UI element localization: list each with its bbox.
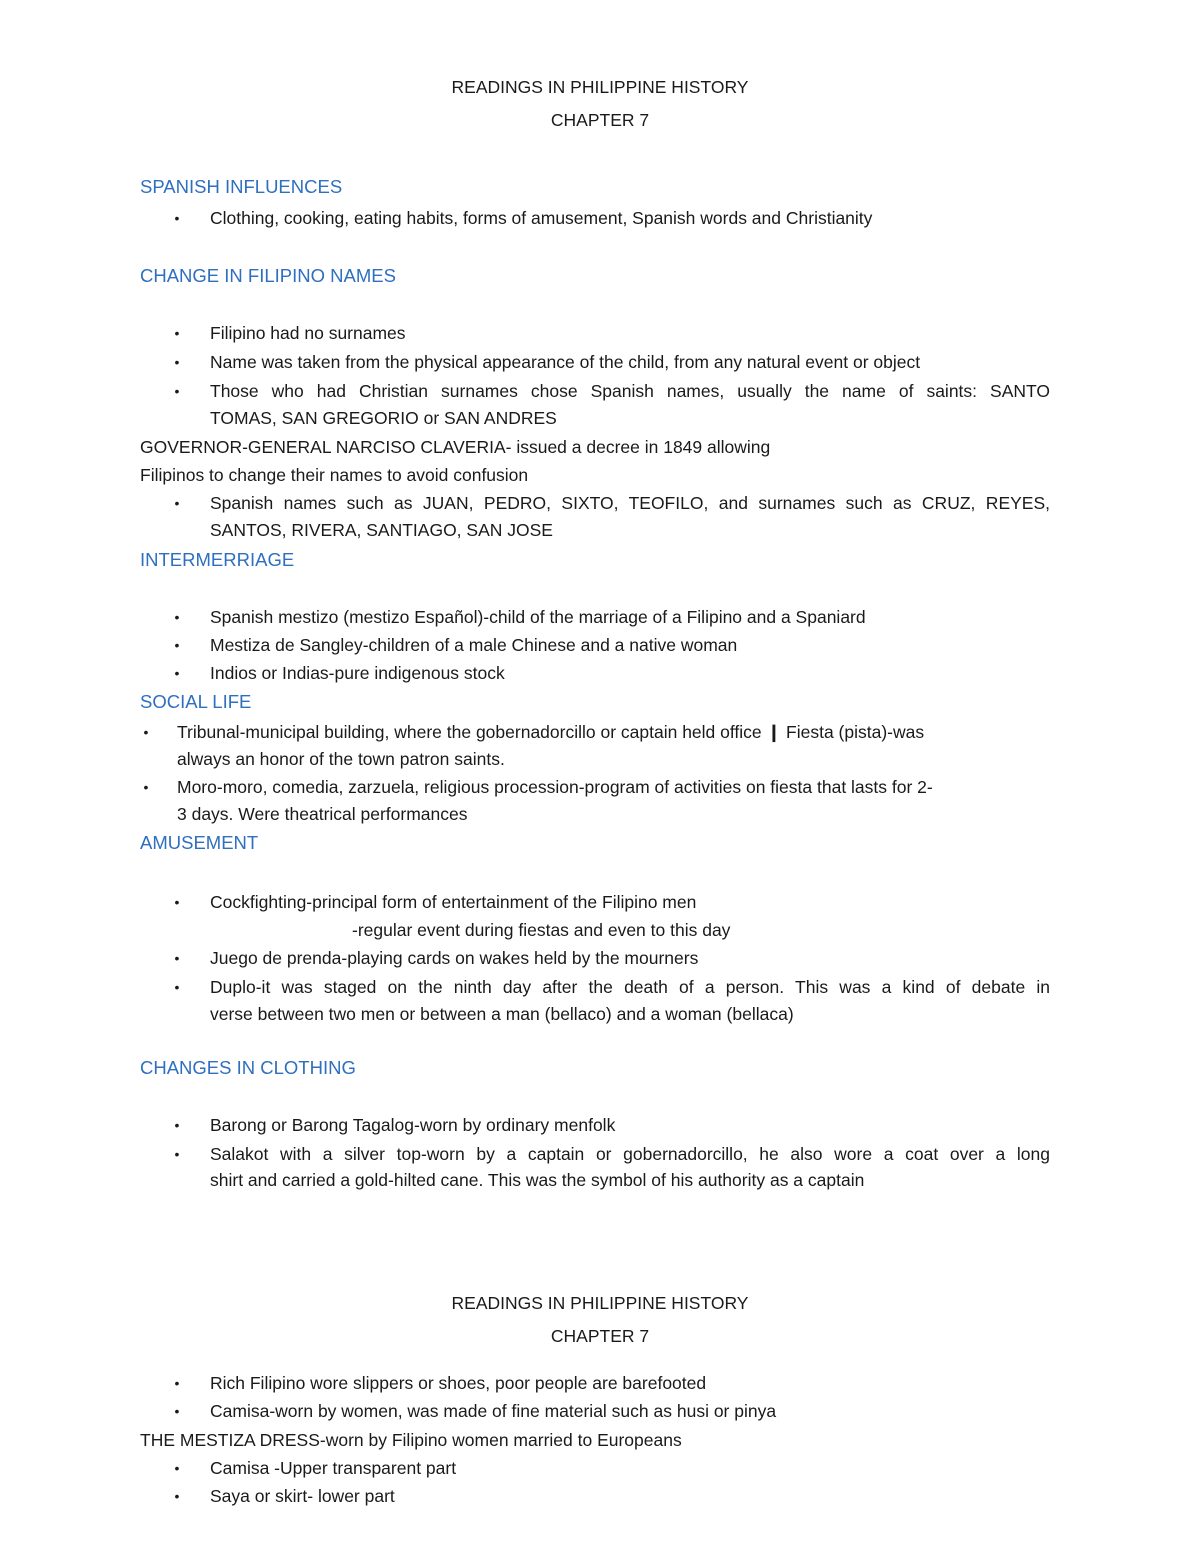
bullet-icon: • [174, 1488, 180, 1504]
bullet-icon: • [174, 325, 180, 341]
list-item: Barong or Barong Tagalog-worn by ordinary menfolk [210, 1115, 616, 1135]
bullet-icon: • [174, 1403, 180, 1419]
bullet-icon: • [174, 637, 180, 653]
list-item: Tribunal-municipal building, where the gobernadorcillo or captain held office ❙ Fiesta (pista)-was [177, 722, 925, 742]
list-item: Moro-moro, comedia, zarzuela, religious procession-program of activities on fiesta that lasts for 2- [177, 777, 933, 797]
bullet-icon: • [174, 210, 180, 226]
list-item-continuation: always an honor of the town patron saints. [177, 749, 505, 769]
chapter-label-2: CHAPTER 7 [550, 1326, 650, 1346]
bullet-icon: • [174, 665, 180, 681]
bullet-icon: • [174, 894, 180, 910]
mestiza-dress-text: THE MESTIZA DRESS-worn by Filipino women married to Europeans [140, 1430, 682, 1450]
section-heading-filipino-names: CHANGE IN FILIPINO NAMES [140, 265, 396, 286]
list-item-continuation: -regular event during fiestas and even to this day [352, 920, 731, 940]
section-heading-social-life: SOCIAL LIFE [140, 691, 252, 712]
list-item: Juego de prenda-playing cards on wakes held by the mourners [210, 948, 699, 968]
bullet-icon: • [174, 1117, 180, 1133]
list-item-continuation: TOMAS, SAN GREGORIO or SAN ANDRES [210, 408, 557, 428]
list-item-continuation: verse between two men or between a man (bellaco) and a woman (bellaca) [210, 1004, 794, 1024]
bullet-icon: • [174, 354, 180, 370]
section-heading-intermarriage: INTERMERRIAGE [140, 549, 295, 570]
bullet-icon: • [143, 724, 149, 740]
list-item: Clothing, cooking, eating habits, forms of amusement, Spanish words and Christianity [210, 208, 873, 228]
decree-text: GOVERNOR-GENERAL NARCISO CLAVERIA- issued a decree in 1849 allowing [140, 437, 771, 457]
bullet-icon: • [174, 950, 180, 966]
bullet-icon: • [174, 1375, 180, 1391]
list-item: Salakot with a silver top-worn by a captain or gobernadorcillo, he also wore a coat over a long [210, 1144, 1050, 1164]
section-heading-clothing: CHANGES IN CLOTHING [140, 1057, 356, 1078]
list-item: Cockfighting-principal form of entertainment of the Filipino men [210, 892, 697, 912]
section-heading-amusement: AMUSEMENT [140, 832, 259, 853]
bullet-icon: • [174, 609, 180, 625]
list-item: Duplo-it was staged on the ninth day after the death of a person. This was a kind of debate in [210, 977, 1050, 997]
list-item: Saya or skirt- lower part [210, 1486, 395, 1506]
bullet-icon: • [174, 1146, 180, 1162]
list-item: Those who had Christian surnames chose Spanish names, usually the name of saints: SANTO [210, 381, 1050, 401]
list-item: Spanish mestizo (mestizo Español)-child of the marriage of a Filipino and a Spaniard [210, 607, 866, 627]
list-item: Spanish names such as JUAN, PEDRO, SIXTO, TEOFILO, and surnames such as CRUZ, REYES, [210, 493, 1050, 513]
list-item: Camisa-worn by women, was made of fine material such as husi or pinya [210, 1401, 777, 1421]
list-item: Name was taken from the physical appearance of the child, from any natural event or object [210, 352, 921, 372]
list-item: Mestiza de Sangley-children of a male Chinese and a native woman [210, 635, 738, 655]
page-title: READINGS IN PHILIPPINE HISTORY [451, 77, 749, 97]
bullet-icon: • [174, 979, 180, 995]
list-item-continuation: 3 days. Were theatrical performances [177, 804, 468, 824]
chapter-label: CHAPTER 7 [550, 110, 650, 130]
bullet-icon: • [174, 495, 180, 511]
list-item: Filipino had no surnames [210, 323, 406, 343]
list-item-continuation: SANTOS, RIVERA, SANTIAGO, SAN JOSE [210, 520, 553, 540]
bullet-icon: • [174, 383, 180, 399]
page-title-2: READINGS IN PHILIPPINE HISTORY [451, 1293, 749, 1313]
list-item-continuation: shirt and carried a gold-hilted cane. This was the symbol of his authority as a captain [210, 1170, 865, 1190]
section-heading-spanish-influences: SPANISH INFLUENCES [140, 176, 343, 197]
decree-text-continuation: Filipinos to change their names to avoid confusion [140, 465, 529, 485]
list-item: Camisa -Upper transparent part [210, 1458, 457, 1478]
bullet-icon: • [174, 1460, 180, 1476]
list-item: Rich Filipino wore slippers or shoes, poor people are barefooted [210, 1373, 707, 1393]
list-item: Indios or Indias-pure indigenous stock [210, 663, 505, 683]
bullet-icon: • [143, 779, 149, 795]
